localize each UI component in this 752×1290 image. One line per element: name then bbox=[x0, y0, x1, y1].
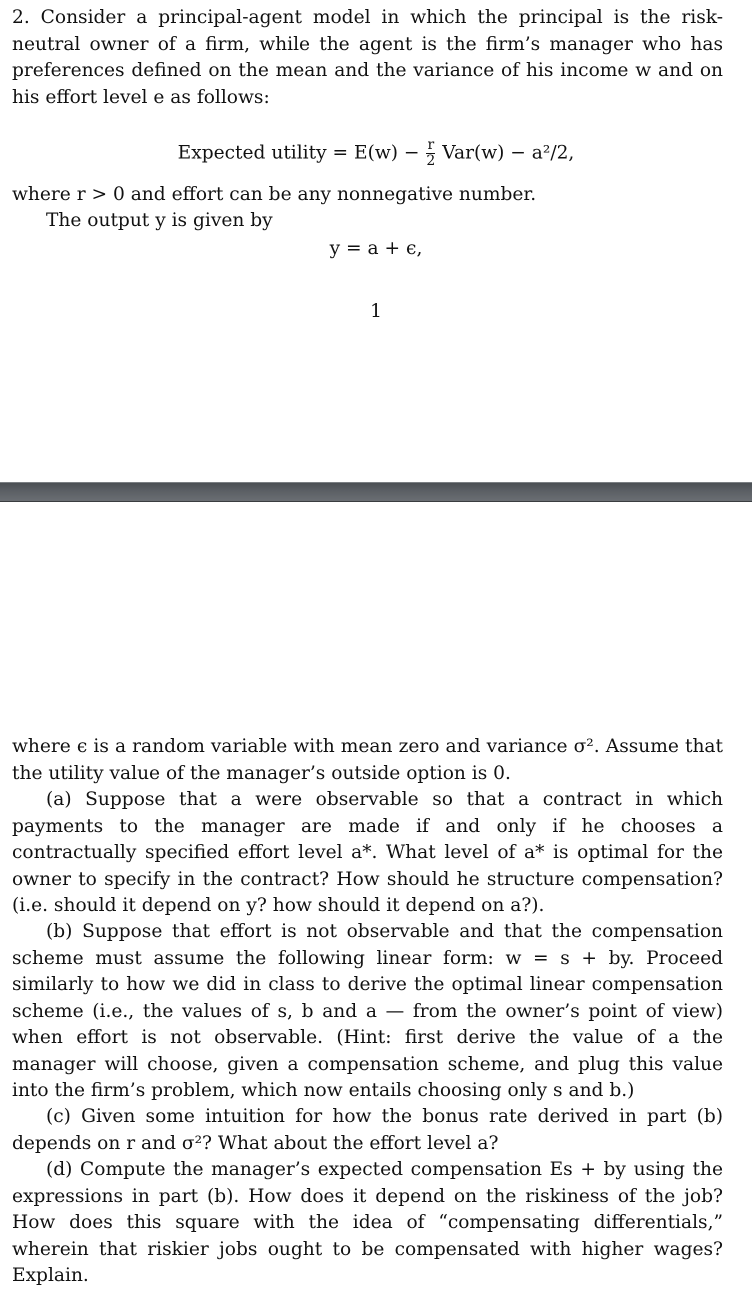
equation-rhs: Var(w) − a²/2, bbox=[442, 142, 575, 164]
problem-intro-paragraph: 2. Consider a principal-agent model in which the principal is the risk-neutral owner of a firm, while the agent is the firm’s manager who has preferences defined on the mean and the variance of his income w and on his effort level e as follows: bbox=[12, 7, 723, 108]
part-d-paragraph: (d) Compute the manager’s expected compensation Es + by using the expressions in part (b). How does it depend on the riskiness of the job? How does this square with the idea of “compensating differentials,” wherein that riskier jobs ought to be compensated with higher wages? Explain. bbox=[12, 1159, 723, 1286]
equation-lhs: Expected utility = E(w) − bbox=[177, 142, 420, 164]
page-number: 1 bbox=[370, 301, 382, 322]
fraction-denominator: 2 bbox=[426, 153, 436, 169]
effort-condition-text: where r > 0 and effort can be any nonnegative number. bbox=[12, 184, 537, 205]
output-equation: y = a + ϵ, bbox=[329, 238, 423, 259]
output-intro-text: The output y is given by bbox=[46, 210, 273, 231]
expected-utility-equation bbox=[0, 138, 752, 169]
page-separator bbox=[0, 482, 752, 502]
document-page-1 bbox=[0, 0, 752, 482]
part-c-paragraph: (c) Given some intuition for how the bonus rate derived in part (b) depends on r and σ²? What about the effort level a? bbox=[12, 1106, 723, 1154]
part-a-paragraph: (a) Suppose that a were observable so that a contract in which payments to the manager are made if and only if he chooses a contractually specified effort level a*. What level of a* is optimal for the owner to specify in the contract? How should he structure compensation? (i.e. should it depend on y? how should it depend on a?). bbox=[12, 789, 723, 916]
random-variable-paragraph: where ϵ is a random variable with mean zero and variance σ². Assume that the utility value of the manager’s outside option is 0. bbox=[12, 736, 723, 784]
document-page-2 bbox=[0, 502, 752, 1286]
fraction-numerator: r bbox=[427, 137, 435, 153]
equation-fraction bbox=[426, 138, 435, 169]
part-b-paragraph: (b) Suppose that effort is not observable and that the compensation scheme must assume the following linear form: w = s + by. Proceed similarly to how we did in class to derive the optimal linear compensation scheme (i.e., the values of s, b and a — from the owner’s point of view) when effort is not observable. (Hint: first derive the value of a the manager will choose, given a compensation scheme, and plug this value into the firm’s problem, which now entails choosing only s and b.) bbox=[12, 921, 723, 1101]
